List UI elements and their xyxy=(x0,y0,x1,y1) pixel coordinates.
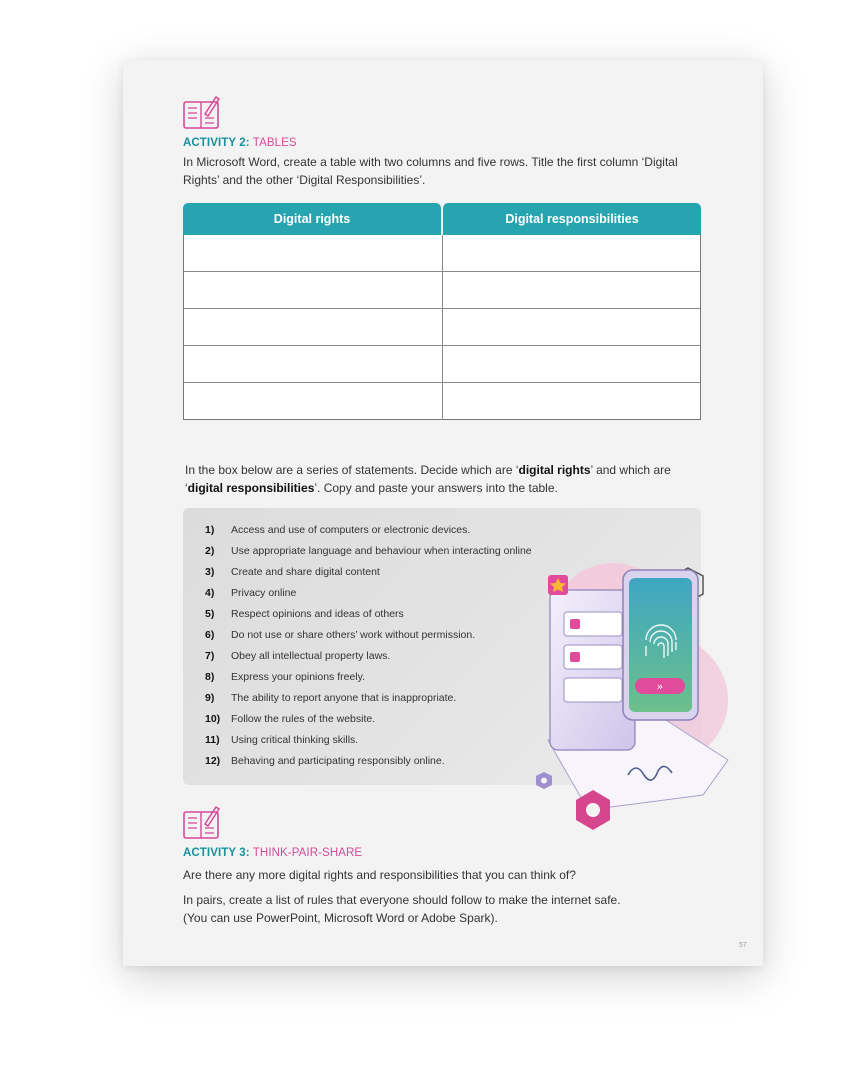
activity-2-instruction: In Microsoft Word, create a table with two columns and five rows. Title the first column ‘Digital Rights’ and the other ‘Digital Responsibilities’. xyxy=(183,155,678,187)
statement-number: 3) xyxy=(205,566,215,578)
activity-3-heading xyxy=(183,847,362,859)
workbook-page xyxy=(123,60,763,966)
list-item xyxy=(205,671,365,683)
statement-text: Do not use or share others’ work without permission. xyxy=(231,629,476,641)
instruction-bold-rights: digital rights xyxy=(518,463,591,477)
header-digital-rights: Digital rights xyxy=(183,203,441,235)
list-item xyxy=(205,608,404,620)
table-row xyxy=(184,235,700,271)
forward-button-glyph: » xyxy=(656,680,664,693)
list-item xyxy=(205,734,358,746)
list-item xyxy=(205,692,456,704)
statement-number: 12) xyxy=(205,755,221,767)
statement-number: 9) xyxy=(205,692,215,704)
table-cell[interactable] xyxy=(442,272,701,308)
statement-number: 8) xyxy=(205,671,215,683)
statement-text: Using critical thinking skills. xyxy=(231,734,359,746)
table-cell[interactable] xyxy=(442,346,701,382)
list-item xyxy=(205,545,532,557)
table-body xyxy=(183,235,701,420)
table-cell[interactable] xyxy=(442,235,701,271)
table-cell[interactable] xyxy=(184,272,442,308)
fingerprint-phone-illustration xyxy=(528,550,748,840)
statement-number: 4) xyxy=(205,587,215,599)
activity-3-question: Are there any more digital rights and responsibilities that you can think of? xyxy=(183,868,576,882)
instruction-text: In the box below are a series of statements. Decide which are ‘ xyxy=(185,463,519,477)
table-row xyxy=(184,308,700,345)
table-row xyxy=(184,345,700,382)
table-cell[interactable] xyxy=(184,235,442,271)
statement-text: Behaving and participating responsibly online. xyxy=(231,755,445,767)
activity-3-instruction-line1: In pairs, create a list of rules that everyone should follow to make the internet safe. xyxy=(183,893,621,907)
activity-2-label: ACTIVITY 2: xyxy=(183,137,250,149)
header-digital-responsibilities: Digital responsibilities xyxy=(443,203,701,235)
statement-text: Create and share digital content xyxy=(231,566,380,578)
activity-2-title: TABLES xyxy=(252,137,297,149)
statement-number: 7) xyxy=(205,650,215,662)
statements-instruction xyxy=(185,461,705,497)
table-cell[interactable] xyxy=(184,346,442,382)
activity-3-instruction xyxy=(183,891,723,927)
table-cell[interactable] xyxy=(442,309,701,345)
activity-book-icon xyxy=(183,804,221,840)
list-item xyxy=(205,713,375,725)
page-number: 57 xyxy=(739,942,747,949)
statement-number: 2) xyxy=(205,545,215,557)
list-item xyxy=(205,755,445,767)
statement-number: 10) xyxy=(205,713,221,725)
statement-text: Use appropriate language and behaviour when interacting online xyxy=(231,545,532,557)
activity-2-heading xyxy=(183,137,297,149)
statement-number: 1) xyxy=(205,524,215,536)
instruction-text: ’. Copy and paste your answers into the table. xyxy=(314,481,558,495)
statement-text: Obey all intellectual property laws. xyxy=(231,650,391,662)
activity-book-icon xyxy=(183,94,221,130)
table-row xyxy=(184,271,700,308)
activity-3-instruction-line2: (You can use PowerPoint, Microsoft Word or Adobe Spark). xyxy=(183,911,498,925)
table-cell[interactable] xyxy=(184,309,442,345)
table-cell[interactable] xyxy=(442,383,701,419)
table-row xyxy=(184,382,700,419)
statement-text: Respect opinions and ideas of others xyxy=(231,608,404,620)
rights-responsibilities-table xyxy=(183,203,701,420)
instruction-text: ’ and which are ‘ xyxy=(185,463,671,495)
instruction-bold-responsibilities: digital responsibilities xyxy=(187,481,315,495)
statement-text: The ability to report anyone that is inappropriate. xyxy=(231,692,457,704)
statement-text: Access and use of computers or electronic devices. xyxy=(231,524,471,536)
activity-3-title: THINK-PAIR-SHARE xyxy=(252,847,363,859)
statement-text: Privacy online xyxy=(231,587,297,599)
list-item xyxy=(205,524,470,536)
statement-number: 6) xyxy=(205,629,215,641)
statement-number: 5) xyxy=(205,608,215,620)
statement-text: Express your opinions freely. xyxy=(231,671,366,683)
table-header xyxy=(183,203,701,235)
list-item xyxy=(205,566,380,578)
statement-text: Follow the rules of the website. xyxy=(231,713,376,725)
statement-number: 11) xyxy=(205,734,220,746)
list-item xyxy=(205,650,390,662)
activity-3-label: ACTIVITY 3: xyxy=(183,847,250,859)
list-item xyxy=(205,587,296,599)
list-item xyxy=(205,629,475,641)
table-cell[interactable] xyxy=(184,383,442,419)
